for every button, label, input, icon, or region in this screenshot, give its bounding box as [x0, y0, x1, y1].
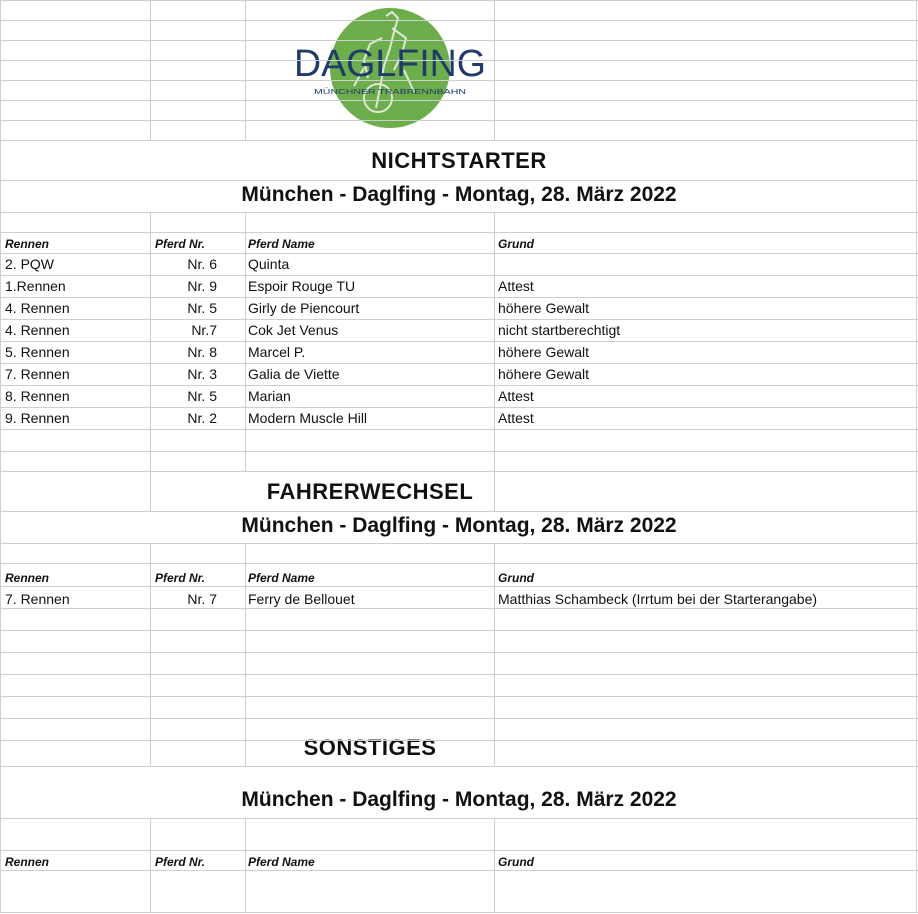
- row-gridline: [0, 232, 918, 233]
- row-gridline: [0, 563, 918, 564]
- row-gridline: [0, 319, 918, 320]
- row-gridline: [0, 870, 918, 871]
- cell-grund: Attest: [498, 388, 534, 404]
- cell-pferd-nr: Nr. 2: [187, 410, 217, 426]
- cell-rennen: 7. Rennen: [5, 366, 70, 382]
- row-gridline: [0, 608, 918, 609]
- header-rennen: Rennen: [5, 237, 50, 251]
- column-gridline: [916, 0, 917, 912]
- column-gridline: [150, 212, 151, 471]
- cell-pferd-nr: Nr. 5: [187, 300, 217, 316]
- cell-pferd-name: Marcel P.: [248, 344, 306, 360]
- row-gridline: [0, 511, 918, 512]
- cell-grund: höhere Gewalt: [498, 344, 590, 360]
- column-gridline: [150, 818, 151, 912]
- cell-grund: Attest: [498, 278, 534, 294]
- header-pferd-name: Pferd Name: [248, 237, 315, 251]
- row-gridline: [0, 40, 918, 41]
- cell-rennen: 4. Rennen: [5, 322, 70, 338]
- cell-pferd-nr: Nr. 7: [187, 591, 217, 607]
- column-gridline: [494, 818, 495, 912]
- row-gridline: [0, 253, 918, 254]
- column-gridline: [494, 543, 495, 766]
- column-gridline: [245, 0, 246, 140]
- logo-text: DAGLFING: [294, 43, 486, 85]
- row-gridline: [0, 850, 918, 851]
- header-grund: Grund: [498, 855, 534, 869]
- column-gridline: [245, 818, 246, 912]
- row-gridline: [0, 407, 918, 408]
- section-title-fahrerwechsel: FAHRERWECHSEL: [266, 479, 474, 504]
- row-gridline: [0, 212, 918, 213]
- column-gridline: [494, 0, 495, 140]
- cell-grund: höhere Gewalt: [498, 300, 590, 316]
- row-gridline: [0, 275, 918, 276]
- cell-rennen: 9. Rennen: [5, 410, 70, 426]
- section-subtitle-sonstiges: München - Daglfing - Montag, 28. März 2022: [241, 788, 677, 811]
- cell-rennen: 8. Rennen: [5, 388, 70, 404]
- cell-grund: Attest: [498, 410, 534, 426]
- row-gridline: [0, 586, 918, 587]
- column-gridline: [494, 471, 495, 511]
- column-gridline: [494, 212, 495, 471]
- cell-pferd-name: Cok Jet Venus: [248, 322, 339, 338]
- section-title-nichtstarter: NICHTSTARTER: [371, 148, 547, 173]
- cell-pferd-nr: Nr. 9: [187, 278, 217, 294]
- column-gridline: [150, 471, 151, 511]
- row-gridline: [0, 140, 918, 141]
- cell-pferd-nr: Nr. 6: [187, 256, 217, 272]
- logo-subtext: MÜNCHNER TRABRENNBAHN: [314, 89, 415, 96]
- header-pferd-nr: Pferd Nr.: [155, 237, 206, 251]
- header-pferd-nr: Pferd Nr.: [155, 571, 206, 585]
- row-gridline: [0, 718, 918, 719]
- header-rennen: Rennen: [5, 571, 50, 585]
- cell-grund: höhere Gewalt: [498, 366, 590, 382]
- cell-pferd-name: Ferry de Bellouet: [248, 591, 355, 607]
- cell-rennen: 1.Rennen: [5, 278, 66, 294]
- section-subtitle-nichtstarter: München - Daglfing - Montag, 28. März 2022: [241, 183, 677, 206]
- row-gridline: [0, 80, 918, 81]
- row-gridline: [0, 451, 918, 452]
- column-gridline: [245, 212, 246, 471]
- column-gridline: [150, 543, 151, 766]
- column-gridline: [150, 0, 151, 140]
- cell-grund: Matthias Schambeck (Irrtum bei der Starterangabe): [498, 591, 818, 607]
- row-gridline: [0, 385, 918, 386]
- cell-pferd-name: Girly de Piencourt: [248, 300, 360, 316]
- cell-pferd-nr: Nr.7: [191, 322, 217, 338]
- daglfing-logo: [294, 8, 494, 128]
- row-gridline: [0, 652, 918, 653]
- row-gridline: [0, 297, 918, 298]
- row-gridline: [0, 696, 918, 697]
- row-gridline: [0, 341, 918, 342]
- column-gridline: [245, 543, 246, 766]
- row-gridline: [0, 471, 918, 472]
- row-gridline: [0, 0, 918, 1]
- row-gridline: [0, 120, 918, 121]
- cell-rennen: 7. Rennen: [5, 591, 70, 607]
- row-gridline: [0, 818, 918, 819]
- row-gridline: [0, 100, 918, 101]
- row-gridline: [0, 180, 918, 181]
- cell-pferd-name: Galia de Viette: [248, 366, 340, 382]
- cell-pferd-name: Quinta: [248, 256, 290, 272]
- cell-rennen: 5. Rennen: [5, 344, 70, 360]
- cell-pferd-name: Modern Muscle Hill: [248, 410, 368, 426]
- cell-pferd-name: Marian: [248, 388, 291, 404]
- row-gridline: [0, 766, 918, 767]
- cell-rennen: 2. PQW: [5, 256, 55, 272]
- row-gridline: [0, 630, 918, 631]
- cell-pferd-name: Espoir Rouge TU: [248, 278, 356, 294]
- row-gridline: [0, 60, 918, 61]
- cell-pferd-nr: Nr. 8: [187, 344, 217, 360]
- cell-grund: nicht startberechtigt: [498, 322, 621, 338]
- row-gridline: [0, 543, 918, 544]
- row-gridline: [0, 20, 918, 21]
- header-grund: Grund: [498, 571, 534, 585]
- header-rennen: Rennen: [5, 855, 50, 869]
- row-gridline: [0, 740, 918, 741]
- header-grund: Grund: [498, 237, 534, 251]
- section-subtitle-fahrerwechsel: München - Daglfing - Montag, 28. März 2022: [241, 514, 677, 537]
- header-pferd-name: Pferd Name: [248, 571, 315, 585]
- section-title-sonstiges: SONSTIGES: [303, 735, 437, 760]
- header-pferd-name: Pferd Name: [248, 855, 315, 869]
- row-gridline: [0, 429, 918, 430]
- column-gridline: [0, 0, 1, 912]
- cell-pferd-nr: Nr. 3: [187, 366, 217, 382]
- cell-pferd-nr: Nr. 5: [187, 388, 217, 404]
- row-gridline: [0, 912, 918, 913]
- cell-rennen: 4. Rennen: [5, 300, 70, 316]
- header-pferd-nr: Pferd Nr.: [155, 855, 206, 869]
- row-gridline: [0, 363, 918, 364]
- row-gridline: [0, 674, 918, 675]
